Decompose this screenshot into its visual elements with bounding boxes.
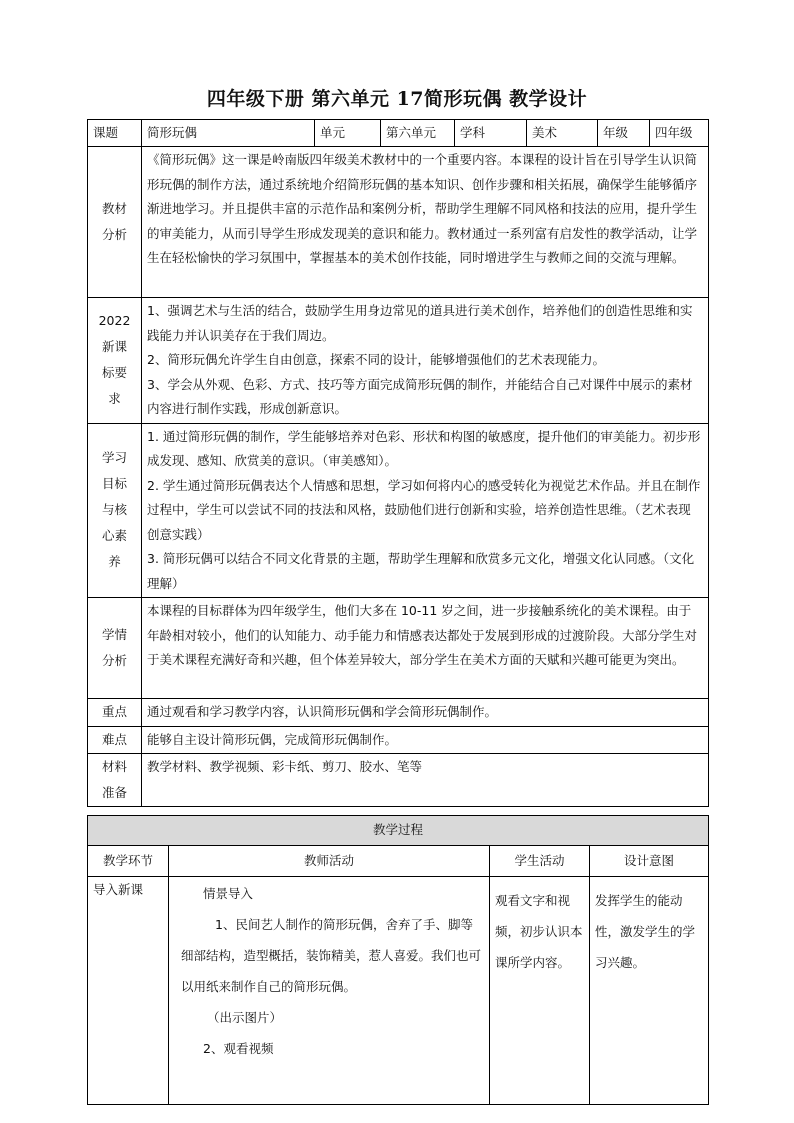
objectives-row <box>88 423 709 598</box>
objective-item: 2. 学生通过简形玩偶表达个人情感和思想，学习如何将内心的感受转化为视觉艺术作品。并且在制作过程中，学生可以尝试不同的技法和风格，鼓励他们进行创新和实验，培养创造性思维。（艺术表现 创意实践） <box>147 477 701 542</box>
teacher-activity-line: 1、民间艺人制作的简形玩偶，舍弃了手、脚等细部结构，造型概括，装饰精美，惹人喜爱。我们也可以用纸来制作自己的简形玩偶。 <box>181 917 482 994</box>
topic-label: 课题 <box>88 120 142 147</box>
material-analysis-text: 《简形玩偶》这一课是岭南版四年级美术教材中的一个重要内容。本课程的设计旨在引导学生认识简形玩偶的制作方法，通过系统地介绍简形玩偶的基本知识、创作步骤和相关拓展，确保学生能够循序渐进地学习。并且提供丰富的示范作品和案例分析，帮助学生理解不同风格和技法的应用，提升学生的审美能力，从而引导学生形成发现美的意识和能力。教材通过一系列富有启发性的教学活动，让学生在轻松愉快的学习氛围中，掌握基本的美术创作技能，同时增进学生与教师之间的交流与理解。 <box>142 147 709 298</box>
difficulty-label: 难点 <box>88 726 142 754</box>
standards-label <box>88 298 142 424</box>
standards-row <box>88 298 709 424</box>
teaching-process-table <box>87 815 709 1105</box>
teacher-activity-line: 2、观看视频 <box>203 1041 274 1056</box>
learners-label <box>88 598 142 699</box>
process-column-headers <box>88 846 709 877</box>
material-analysis-row <box>88 147 709 298</box>
standards-label-year: 2022 <box>98 313 131 329</box>
standards-item: 3、学会从外观、色彩、方式、技巧等方面完成简形玩偶的制作，并能结合自己对课件中展示的素材内容进行制作实践，形成创新意识。 <box>147 376 693 416</box>
grade-label: 年级 <box>598 120 650 147</box>
objective-item: 3. 简形玩偶可以结合不同文化背景的主题，帮助学生理解和欣赏多元文化，增强文化认同感。（文化理解） <box>147 551 695 591</box>
learners-row <box>88 598 709 699</box>
process-title-row <box>88 816 709 846</box>
objectives-label <box>88 423 142 598</box>
column-header-intent: 设计意图 <box>590 846 709 877</box>
objectives-label-text: 学习目标与核心素养 <box>101 450 127 570</box>
design-intent-cell: 发挥学生的能动性，激发学生的学习兴趣。 <box>590 877 709 1105</box>
unit-label: 单元 <box>315 120 381 147</box>
material-analysis-label <box>88 147 142 298</box>
difficulty-row <box>88 726 709 754</box>
key-point-label: 重点 <box>88 699 142 727</box>
topic-value: 简形玩偶 <box>142 120 315 147</box>
grade-value: 四年级 <box>650 120 709 147</box>
learners-label-text: 学情分析 <box>101 627 127 668</box>
column-header-teacher: 教师活动 <box>169 846 490 877</box>
learners-text: 本课程的目标群体为四年级学生，他们大多在 10-11 岁之间，进一步接触系统化的美术课程。由于年龄相对较小，他们的认知能力、动手能力和情感表达都处于发展到形成的过渡阶段。大部分学生对于美术课程充满好奇和兴趣，但个体差异较大，部分学生在美术方面的天赋和兴趣可能更为突出。 <box>142 598 709 699</box>
process-title: 教学过程 <box>88 816 709 846</box>
standards-item: 1、强调艺术与生活的结合，鼓励学生用身边常见的道具进行美术创作，培养他们的创造性思维和实践能力并认识美存在于我们周边。 <box>147 303 693 343</box>
stage-cell: 导入新课 <box>88 877 169 1105</box>
lesson-info-table <box>87 119 709 807</box>
key-point-row <box>88 699 709 727</box>
header-row <box>88 120 709 147</box>
key-point-text: 通过观看和学习教学内容，认识简形玩偶和学会简形玩偶制作。 <box>142 699 709 727</box>
teacher-activity-line: 情景导入 <box>203 886 254 901</box>
unit-value: 第六单元 <box>381 120 455 147</box>
objectives-content <box>142 423 709 598</box>
materials-label <box>88 754 142 807</box>
column-header-stage: 教学环节 <box>88 846 169 877</box>
process-row <box>88 877 709 1105</box>
student-activity-cell: 观看文字和视频，初步认识本课所学内容。 <box>490 877 590 1105</box>
standards-item: 2、简形玩偶允许学生自由创意，探索不同的设计，能够增强他们的艺术表现能力。 <box>147 352 605 367</box>
materials-label-text: 材料准备 <box>101 759 127 800</box>
objective-item: 1. 通过简形玩偶的制作，学生能够培养对色彩、形状和构图的敏感度，提升他们的审美能力。初步形成发现、感知、欣赏美的意识。（审美感知）。 <box>147 428 701 468</box>
teacher-activity-line: （出示图片） <box>207 1010 283 1025</box>
materials-text: 教学材料、教学视频、彩卡纸、剪刀、胶水、笔等 <box>142 754 709 807</box>
subject-label: 学科 <box>455 120 527 147</box>
document-title: 四年级下册 第六单元 17简形玩偶 教学设计 <box>206 88 588 110</box>
standards-label-text: 新课标要求 <box>101 339 127 407</box>
materials-row <box>88 754 709 807</box>
standards-content <box>142 298 709 424</box>
column-header-student: 学生活动 <box>490 846 590 877</box>
teacher-activity-cell <box>169 877 490 1105</box>
subject-value: 美术 <box>527 120 598 147</box>
material-analysis-label-text: 教材分析 <box>101 201 127 242</box>
difficulty-text: 能够自主设计简形玩偶，完成简形玩偶制作。 <box>142 726 709 754</box>
